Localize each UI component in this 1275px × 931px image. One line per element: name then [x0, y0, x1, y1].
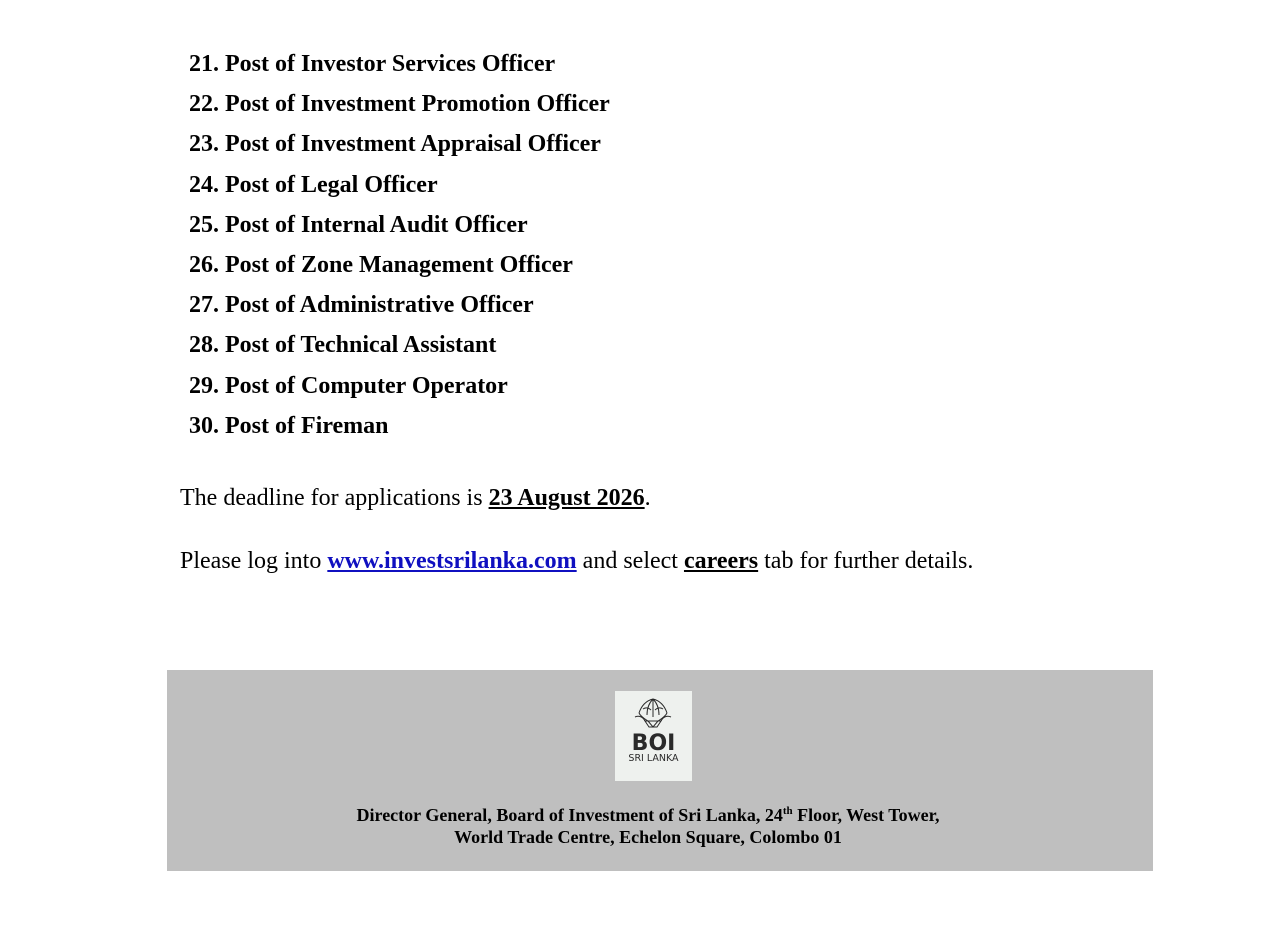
post-item: [189, 408, 610, 448]
address-line1-part1: Director General, Board of Investment of Sri Lanka, 24: [356, 805, 783, 825]
post-item: [189, 46, 610, 86]
footer-box: [167, 670, 1153, 871]
post-number: 26.: [189, 251, 219, 278]
post-item: [189, 126, 610, 166]
post-title: Post of Investor Services Officer: [225, 51, 556, 77]
careers-link[interactable]: careers: [683, 548, 759, 574]
post-item: [189, 86, 610, 126]
deadline-prefix: The deadline for applications is: [180, 485, 489, 511]
address-line1-part2: Floor, West Tower,: [792, 805, 940, 825]
post-title: Post of Investment Appraisal Officer: [225, 131, 601, 158]
post-item: [189, 167, 610, 207]
boi-logo-graphic: [615, 691, 692, 781]
post-number: 28.: [189, 332, 219, 359]
post-title: Post of Zone Management Officer: [225, 251, 573, 278]
footer-address: [167, 804, 1129, 848]
deadline-paragraph: [180, 483, 651, 513]
deadline-date: 23 August 2026: [488, 485, 645, 511]
post-number: 24.: [189, 171, 219, 198]
login-paragraph: [180, 546, 973, 576]
website-link[interactable]: www.investsrilanka.com: [327, 548, 577, 574]
post-title: Post of Administrative Officer: [225, 292, 534, 319]
post-number: 21.: [189, 51, 219, 77]
post-number: 25.: [189, 211, 219, 238]
post-title: Post of Legal Officer: [225, 171, 438, 198]
post-item: [189, 368, 610, 408]
boi-logo: [615, 691, 692, 781]
post-title: Post of Technical Assistant: [225, 332, 497, 359]
post-title: Post of Internal Audit Officer: [225, 211, 528, 238]
login-prefix: Please log into: [180, 548, 328, 574]
login-middle: and select: [576, 548, 684, 574]
deadline-suffix: .: [644, 485, 651, 511]
address-line1-sup: th: [782, 805, 793, 817]
post-item: [189, 207, 610, 247]
post-item: [189, 327, 610, 367]
post-number: 22.: [189, 91, 219, 118]
post-title: Post of Computer Operator: [225, 372, 508, 399]
post-title: Post of Investment Promotion Officer: [225, 91, 610, 118]
post-title: Post of Fireman: [225, 412, 389, 439]
address-line2: World Trade Centre, Echelon Square, Colombo 01: [454, 827, 842, 847]
post-number: 30.: [189, 412, 219, 439]
login-suffix: tab for further details.: [758, 548, 974, 574]
posts-list: [189, 46, 610, 448]
logo-sub-text: SRI LANKA: [628, 753, 679, 764]
post-item: [189, 247, 610, 287]
post-number: 29.: [189, 372, 219, 399]
post-item: [189, 287, 610, 327]
post-number: 27.: [189, 292, 219, 319]
post-number: 23.: [189, 131, 219, 158]
logo-main-text: BOI: [631, 731, 676, 756]
